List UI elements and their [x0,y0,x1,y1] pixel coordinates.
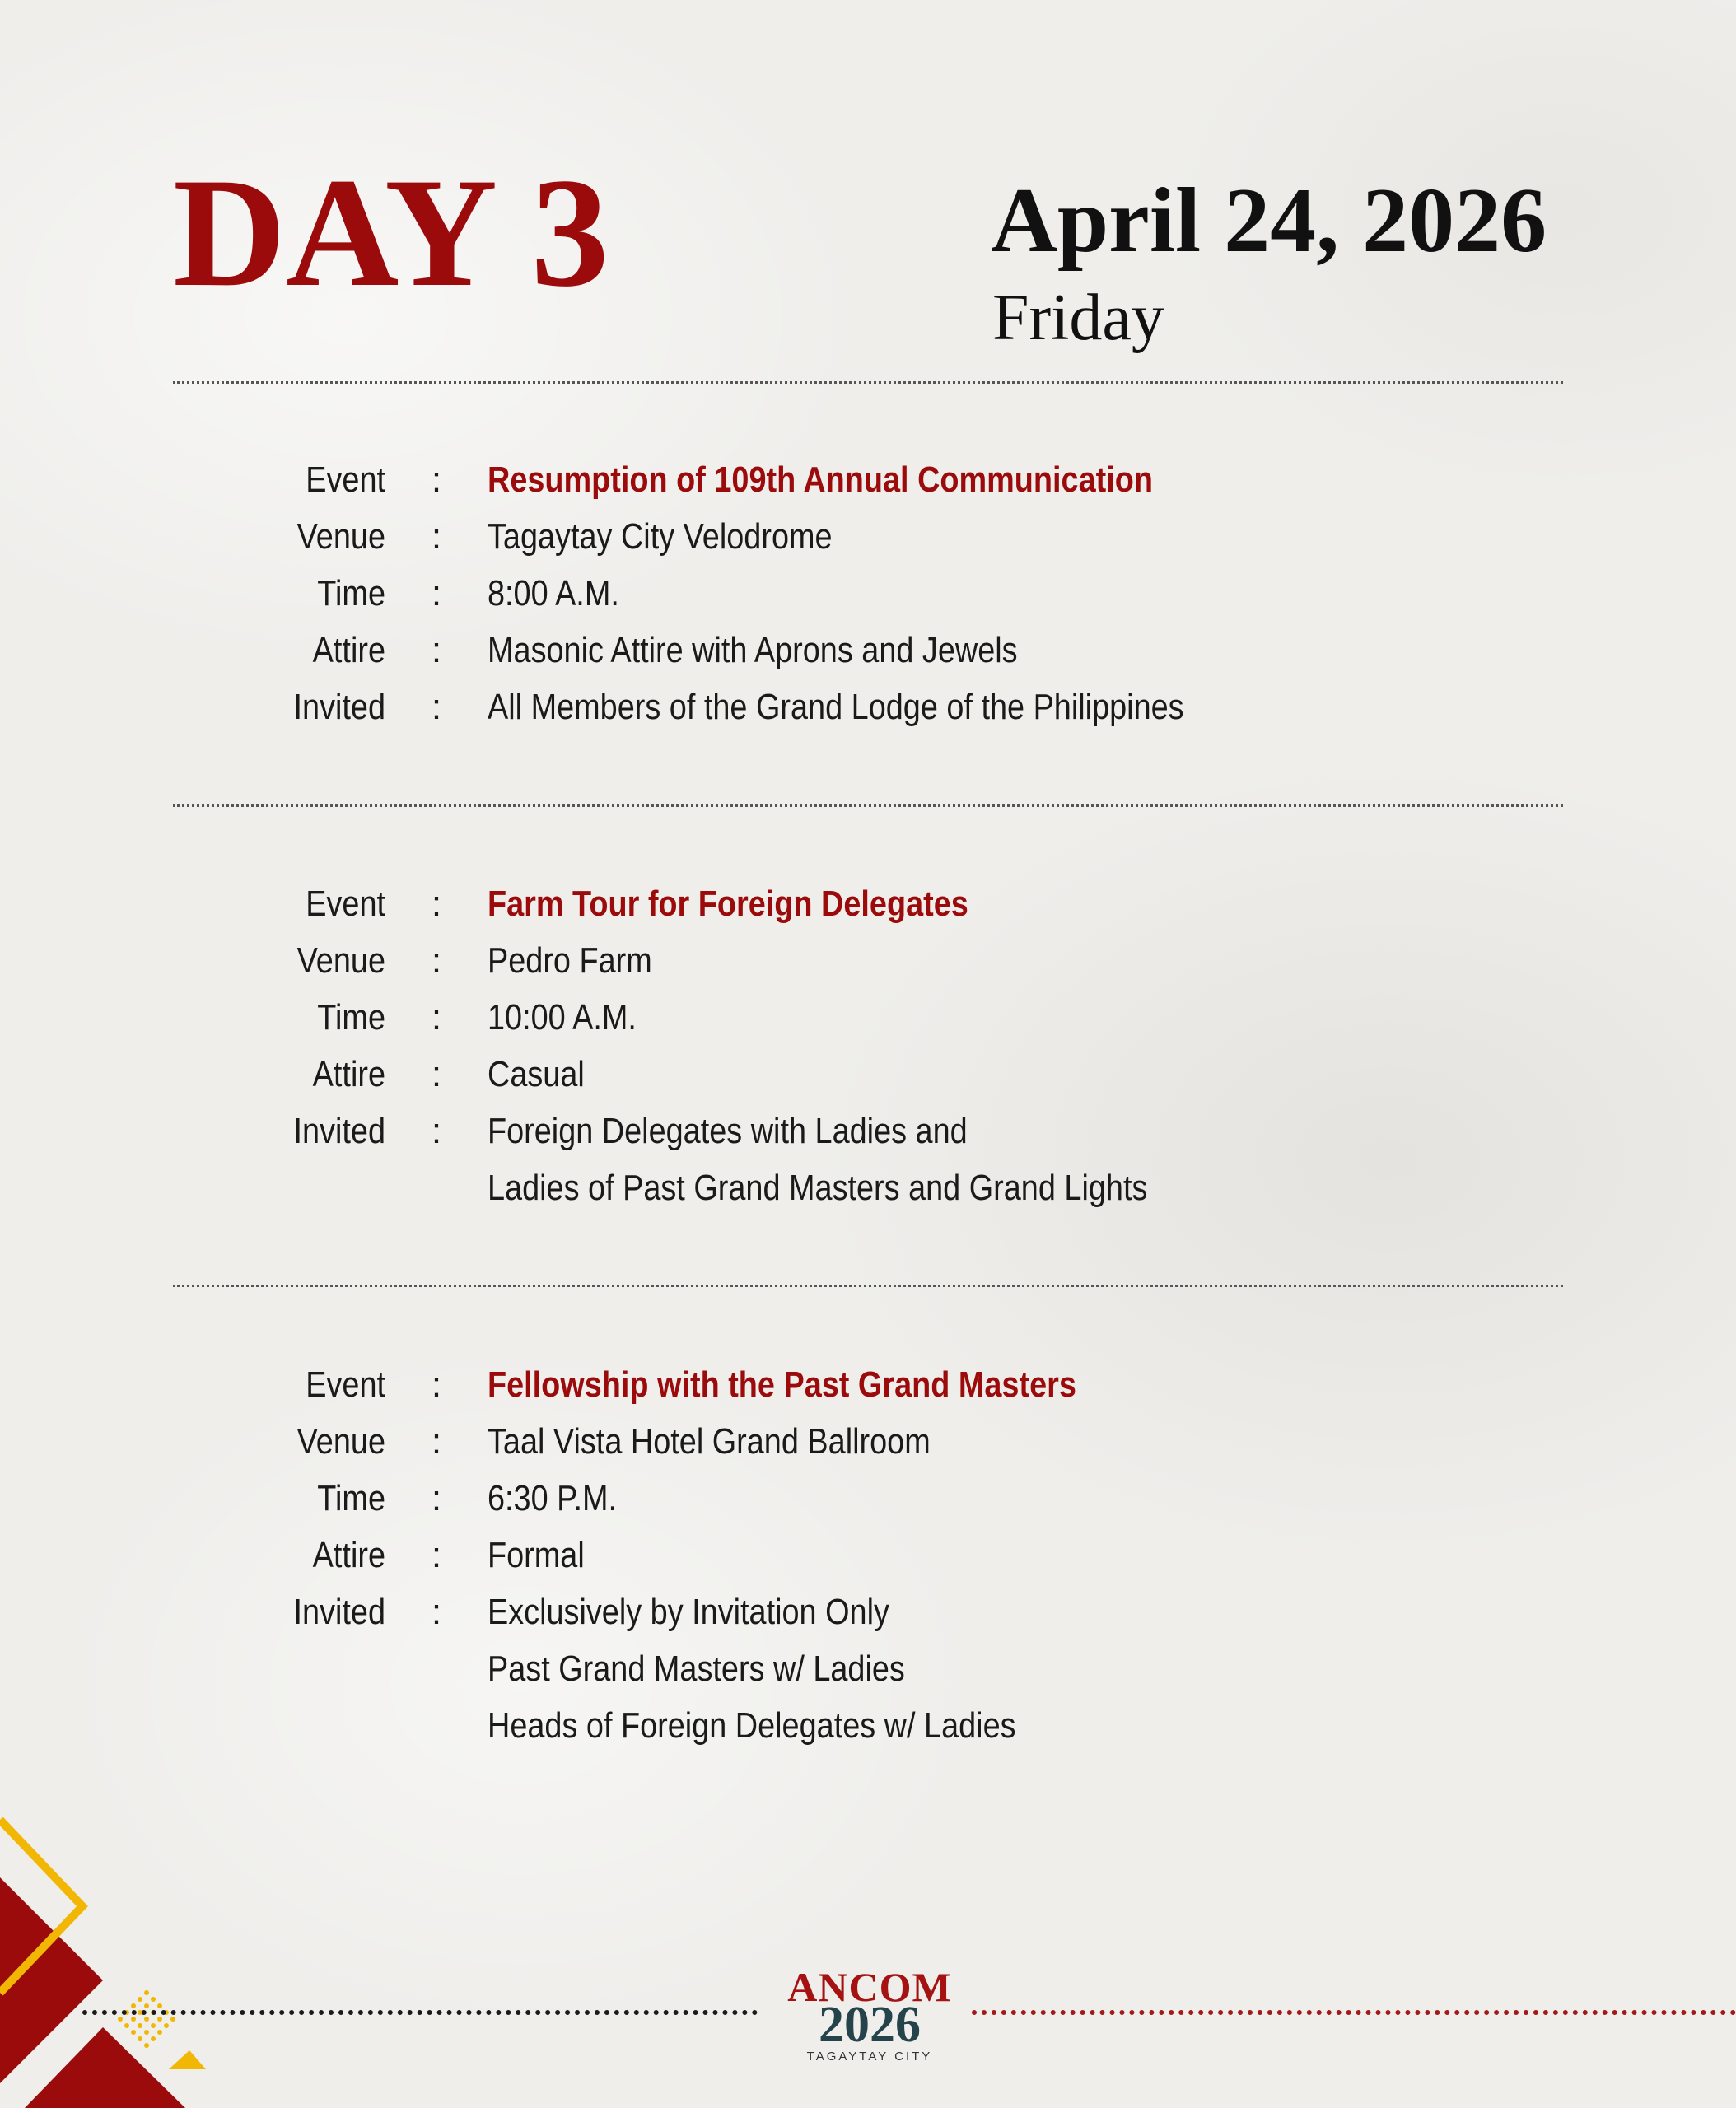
event-title: Farm Tour for Foreign Delegates [488,884,968,924]
invited-row [247,1583,1532,1640]
red-triangle-bottom [25,2027,185,2108]
event-row [247,451,1532,508]
field-value: Tagaytay City Velodrome [488,516,833,557]
time-row [247,989,1532,1046]
field-label: Time [317,997,385,1038]
logo-year-text: 2026 [819,1997,921,2053]
field-label: Attire [312,1054,385,1094]
event-title: Fellowship with the Past Grand Masters [488,1364,1076,1405]
field-separator: : [431,940,442,981]
field-separator: : [431,1478,442,1518]
field-value: Taal Vista Hotel Grand Ballroom [488,1421,931,1462]
field-separator: : [431,573,442,613]
field-label: Event [306,459,385,500]
field-label: Attire [312,1535,385,1575]
time-row [247,1470,1532,1527]
day-title: DAY 3 [173,147,609,319]
field-label: Event [306,1364,385,1405]
field-label: Venue [296,516,385,557]
divider-2 [173,1285,1563,1287]
field-separator: : [431,1421,442,1462]
field-value: All Members of the Grand Lodge of the Philippines [488,687,1184,727]
logo-city-text: TAGAYTAY CITY [806,2049,933,2064]
field-separator: : [431,1535,442,1575]
event-row [247,875,1532,932]
field-separator: : [431,884,442,924]
field-value: Ladies of Past Grand Masters and Grand Lights [488,1168,1148,1208]
field-separator: : [431,1364,442,1405]
field-value: Pedro Farm [488,940,652,981]
footer-dotted-line-left [82,2010,758,2015]
venue-row [247,932,1532,989]
attire-row [247,1046,1532,1103]
field-value: Past Grand Masters w/ Ladies [488,1649,905,1689]
field-value: 10:00 A.M. [488,997,637,1038]
field-value: 8:00 A.M. [488,573,619,613]
field-value: Heads of Foreign Delegates w/ Ladies [488,1705,1016,1746]
attire-row [247,622,1532,679]
field-label: Venue [296,940,385,981]
venue-row [247,1413,1532,1470]
event-weekday: Friday [992,282,1164,354]
field-value: Formal [488,1535,585,1575]
divider-top [173,381,1563,384]
event-date: April 24, 2026 [991,170,1547,272]
field-label: Attire [312,630,385,670]
field-separator: : [431,997,442,1038]
field-label: Invited [293,1592,385,1632]
corner-decoration [0,1812,214,2108]
attire-row [247,1527,1532,1583]
divider-1 [173,804,1563,807]
venue-row [247,508,1532,565]
event-block-3 [247,1356,1532,1754]
field-separator: : [431,1054,442,1094]
event-title: Resumption of 109th Annual Communication [488,459,1153,500]
gold-dot-pattern [118,1990,175,2048]
ancom-logo [782,1964,957,2064]
event-row [247,1356,1532,1413]
invited-row-continued [247,1640,1532,1697]
field-label: Time [317,573,385,613]
field-label: Invited [293,687,385,727]
event-block-2 [247,875,1532,1216]
gold-triangle-small [169,2050,206,2069]
field-label: Event [306,884,385,924]
logo-ancom-text: ANCOM [787,1964,952,2010]
invited-row-continued [247,1159,1532,1216]
field-separator: : [431,630,442,670]
field-label: Time [317,1478,385,1518]
field-value: Casual [488,1054,585,1094]
event-block-1 [247,451,1532,735]
field-separator: : [431,459,442,500]
field-value: Exclusively by Invitation Only [488,1592,889,1632]
invited-row [247,679,1532,735]
time-row [247,565,1532,622]
footer-dotted-line-right [972,2010,1736,2015]
field-separator: : [431,516,442,557]
invited-row-continued [247,1697,1532,1754]
field-separator: : [431,1111,442,1151]
invited-row [247,1103,1532,1159]
field-label: Invited [293,1111,385,1151]
field-value: 6:30 P.M. [488,1478,618,1518]
field-label: Venue [296,1421,385,1462]
field-value: Foreign Delegates with Ladies and [488,1111,968,1151]
field-separator: : [431,1592,442,1632]
field-separator: : [431,687,442,727]
field-value: Masonic Attire with Aprons and Jewels [488,630,1018,670]
